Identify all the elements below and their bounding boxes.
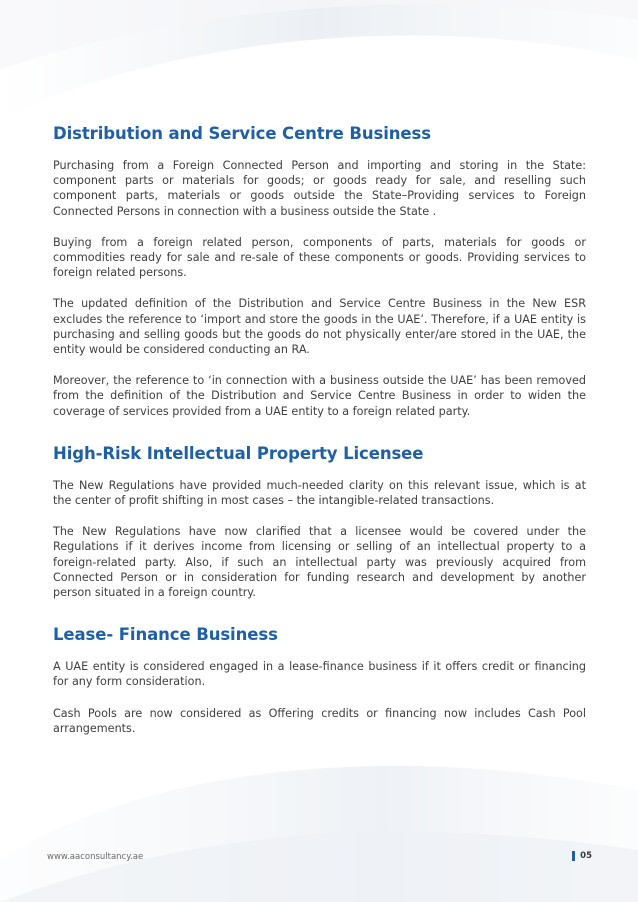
- paragraph: Cash Pools are now considered as Offering credits or financing now includes Cash Pool arrangements.: [53, 706, 586, 735]
- section-distribution: [53, 121, 586, 419]
- paragraph: A UAE entity is considered engaged in a lease-finance business if it offers credit or financing for any form consideration.: [53, 660, 586, 689]
- paragraph: Buying from a foreign related person, components of parts, materials for goods or commodities ready for sale and re-sale of these components or goods. Providing services to foreign related persons.: [53, 235, 586, 280]
- paragraph: The New Regulations have provided much-needed clarity on this relevant issue, which is at the center of profit shifting in most cases – the intangible-related transactions.: [53, 478, 586, 508]
- section-heading: Distribution and Service Centre Business: [53, 124, 431, 143]
- page-accent-bar: [572, 851, 575, 861]
- main-content: [53, 121, 586, 752]
- footer-website-link[interactable]: www.aaconsultancy.ae: [47, 852, 144, 862]
- paragraph: The updated definition of the Distribution and Service Centre Business in the New ESR excludes the reference to ‘import and store the goods in the UAE’. Therefore, if a UAE entity is purchasing and selling goods but the goods do not physically enter/are stored in the UAE, the entity would be considered conducting an RA.: [53, 297, 586, 357]
- section-ip-licensee: [53, 441, 586, 600]
- page-number: 05: [580, 851, 592, 861]
- section-heading: High-Risk Intellectual Property Licensee: [53, 443, 424, 463]
- section-lease-finance: [53, 622, 586, 736]
- paragraph: Purchasing from a Foreign Connected Person and importing and storing in the State: component parts or materials for goods; or goods ready for sale, and reselling such component parts, materials or goods outside the State–Providing services to Foreign Connected Persons in connection with a business outside the State .: [53, 159, 586, 218]
- page-number-block: [572, 851, 592, 861]
- paragraph: Moreover, the reference to ‘in connection with a business outside the UAE’ has been removed from the definition of the Distribution and Service Centre Business in order to widen the coverage of services provided from a UAE entity to a foreign related party.: [53, 374, 586, 418]
- section-heading: Lease- Finance Business: [53, 625, 278, 645]
- paragraph: The New Regulations have now clarified that a licensee would be covered under the Regulations if it derives income from licensing or selling of an intellectual property to a foreign-related party. Also, if such an intellectual party was previously acquired from Connected Person or in consideration for funding research and development by another person situated in a foreign country.: [53, 525, 586, 600]
